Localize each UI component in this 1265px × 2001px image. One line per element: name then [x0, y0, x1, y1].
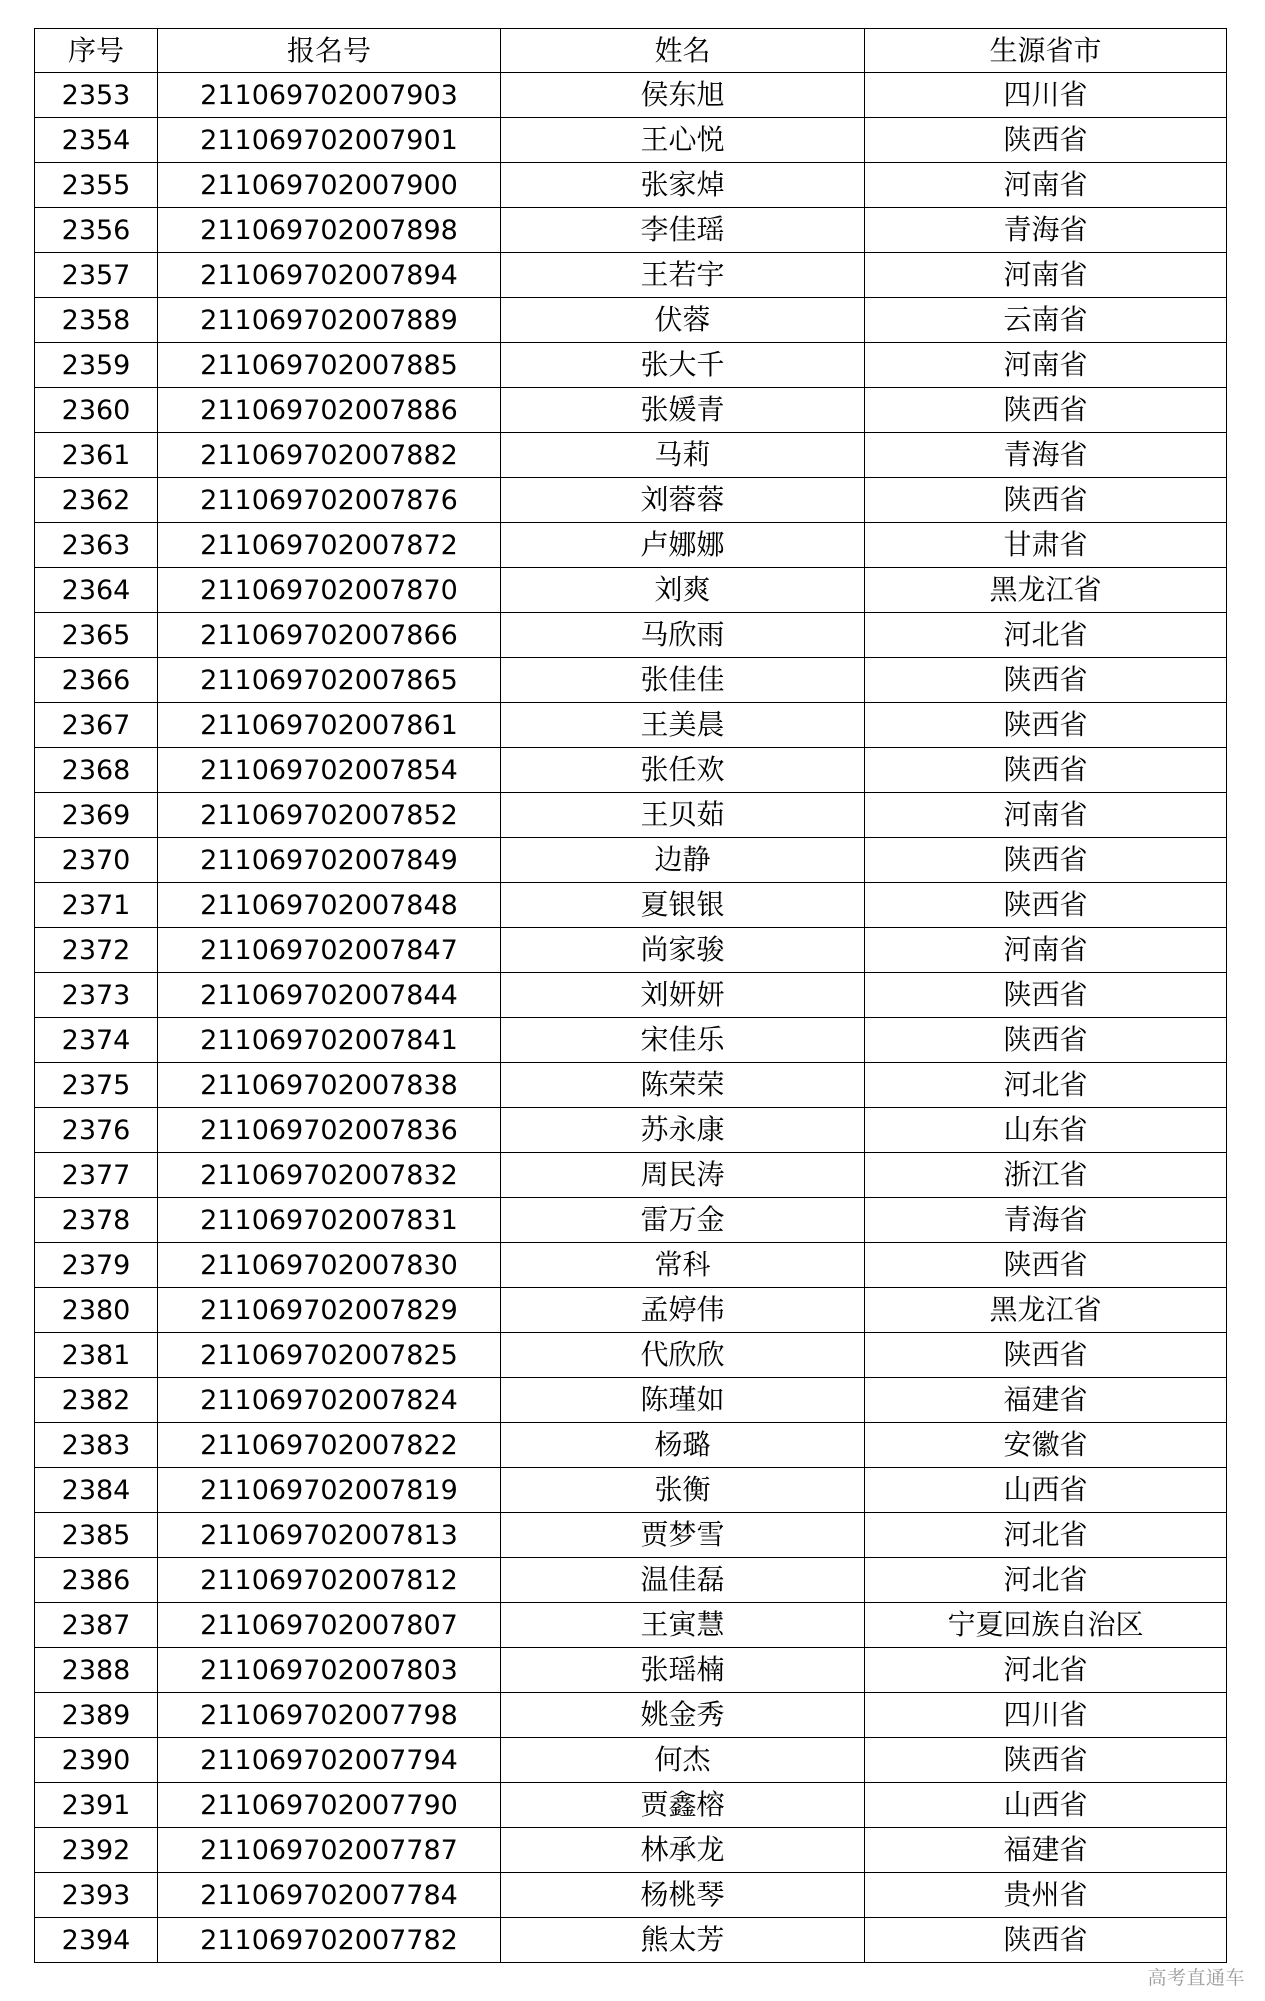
table-row: [35, 1423, 1227, 1468]
cell-origin-province: 四川省: [865, 73, 1227, 118]
cell-seq: 2372: [35, 928, 158, 973]
table-row: [35, 568, 1227, 613]
cell-origin-province: 浙江省: [865, 1153, 1227, 1198]
cell-name: 周民涛: [501, 1153, 865, 1198]
table-row: [35, 1333, 1227, 1378]
cell-seq: 2377: [35, 1153, 158, 1198]
cell-seq: 2381: [35, 1333, 158, 1378]
table-row: [35, 1018, 1227, 1063]
cell-origin-province: 陕西省: [865, 1018, 1227, 1063]
cell-name: 刘蓉蓉: [501, 478, 865, 523]
cell-name: 马莉: [501, 433, 865, 478]
cell-origin-province: 河北省: [865, 1063, 1227, 1108]
table-row: [35, 1468, 1227, 1513]
table-row: [35, 1648, 1227, 1693]
cell-origin-province: 河北省: [865, 613, 1227, 658]
cell-seq: 2391: [35, 1783, 158, 1828]
cell-seq: 2375: [35, 1063, 158, 1108]
cell-seq: 2361: [35, 433, 158, 478]
cell-origin-province: 河南省: [865, 793, 1227, 838]
cell-name: 宋佳乐: [501, 1018, 865, 1063]
table-row: [35, 973, 1227, 1018]
table-body: [35, 73, 1227, 1963]
cell-seq: 2357: [35, 253, 158, 298]
cell-origin-province: 福建省: [865, 1828, 1227, 1873]
cell-registration-number: 211069702007794: [158, 1738, 501, 1783]
cell-registration-number: 211069702007830: [158, 1243, 501, 1288]
cell-seq: 2394: [35, 1918, 158, 1963]
cell-name: 贾梦雪: [501, 1513, 865, 1558]
cell-origin-province: 黑龙江省: [865, 1288, 1227, 1333]
cell-name: 孟婷伟: [501, 1288, 865, 1333]
cell-registration-number: 211069702007870: [158, 568, 501, 613]
header-seq: 序号: [35, 29, 158, 73]
cell-origin-province: 陕西省: [865, 658, 1227, 703]
cell-registration-number: 211069702007836: [158, 1108, 501, 1153]
cell-seq: 2390: [35, 1738, 158, 1783]
table-row: [35, 1198, 1227, 1243]
cell-registration-number: 211069702007824: [158, 1378, 501, 1423]
cell-registration-number: 211069702007841: [158, 1018, 501, 1063]
cell-seq: 2373: [35, 973, 158, 1018]
cell-registration-number: 211069702007784: [158, 1873, 501, 1918]
cell-name: 林承龙: [501, 1828, 865, 1873]
cell-name: 王贝茹: [501, 793, 865, 838]
cell-registration-number: 211069702007852: [158, 793, 501, 838]
table-row: [35, 748, 1227, 793]
table-row: [35, 1783, 1227, 1828]
cell-seq: 2367: [35, 703, 158, 748]
table-row: [35, 73, 1227, 118]
table-row: [35, 433, 1227, 478]
cell-seq: 2370: [35, 838, 158, 883]
cell-name: 刘妍妍: [501, 973, 865, 1018]
cell-seq: 2380: [35, 1288, 158, 1333]
cell-registration-number: 211069702007838: [158, 1063, 501, 1108]
cell-origin-province: 河北省: [865, 1558, 1227, 1603]
cell-seq: 2369: [35, 793, 158, 838]
cell-name: 侯东旭: [501, 73, 865, 118]
cell-origin-province: 山西省: [865, 1468, 1227, 1513]
cell-registration-number: 211069702007790: [158, 1783, 501, 1828]
cell-seq: 2379: [35, 1243, 158, 1288]
cell-seq: 2386: [35, 1558, 158, 1603]
cell-name: 马欣雨: [501, 613, 865, 658]
cell-origin-province: 河北省: [865, 1513, 1227, 1558]
cell-origin-province: 河南省: [865, 928, 1227, 973]
table-row: [35, 343, 1227, 388]
cell-origin-province: 青海省: [865, 208, 1227, 253]
cell-registration-number: 211069702007832: [158, 1153, 501, 1198]
cell-origin-province: 宁夏回族自治区: [865, 1603, 1227, 1648]
cell-name: 贾鑫榕: [501, 1783, 865, 1828]
cell-seq: 2356: [35, 208, 158, 253]
cell-registration-number: 211069702007848: [158, 883, 501, 928]
admission-list-table: [34, 28, 1227, 1963]
cell-seq: 2389: [35, 1693, 158, 1738]
cell-name: 张大千: [501, 343, 865, 388]
cell-seq: 2362: [35, 478, 158, 523]
admission-list-sheet: [34, 28, 1226, 1963]
cell-registration-number: 211069702007882: [158, 433, 501, 478]
cell-seq: 2360: [35, 388, 158, 433]
cell-origin-province: 陕西省: [865, 388, 1227, 433]
cell-name: 刘爽: [501, 568, 865, 613]
cell-origin-province: 云南省: [865, 298, 1227, 343]
cell-origin-province: 陕西省: [865, 1333, 1227, 1378]
header-registration-number: 报名号: [158, 29, 501, 73]
cell-seq: 2385: [35, 1513, 158, 1558]
cell-registration-number: 211069702007787: [158, 1828, 501, 1873]
cell-name: 夏银银: [501, 883, 865, 928]
cell-seq: 2378: [35, 1198, 158, 1243]
cell-registration-number: 211069702007849: [158, 838, 501, 883]
header-row: [35, 29, 1227, 73]
cell-registration-number: 211069702007900: [158, 163, 501, 208]
cell-name: 张任欢: [501, 748, 865, 793]
table-row: [35, 1288, 1227, 1333]
cell-seq: 2376: [35, 1108, 158, 1153]
cell-name: 熊太芳: [501, 1918, 865, 1963]
cell-name: 何杰: [501, 1738, 865, 1783]
cell-seq: 2393: [35, 1873, 158, 1918]
table-row: [35, 1693, 1227, 1738]
cell-seq: 2358: [35, 298, 158, 343]
cell-origin-province: 陕西省: [865, 118, 1227, 163]
cell-origin-province: 陕西省: [865, 883, 1227, 928]
cell-seq: 2387: [35, 1603, 158, 1648]
table-row: [35, 1108, 1227, 1153]
cell-origin-province: 山西省: [865, 1783, 1227, 1828]
cell-registration-number: 211069702007819: [158, 1468, 501, 1513]
cell-registration-number: 211069702007861: [158, 703, 501, 748]
cell-name: 杨桃琴: [501, 1873, 865, 1918]
cell-name: 雷万金: [501, 1198, 865, 1243]
cell-seq: 2374: [35, 1018, 158, 1063]
cell-origin-province: 四川省: [865, 1693, 1227, 1738]
cell-seq: 2354: [35, 118, 158, 163]
cell-seq: 2384: [35, 1468, 158, 1513]
cell-seq: 2364: [35, 568, 158, 613]
cell-registration-number: 211069702007844: [158, 973, 501, 1018]
table-row: [35, 838, 1227, 883]
cell-name: 卢娜娜: [501, 523, 865, 568]
cell-origin-province: 贵州省: [865, 1873, 1227, 1918]
cell-name: 张佳佳: [501, 658, 865, 703]
cell-registration-number: 211069702007885: [158, 343, 501, 388]
cell-registration-number: 211069702007886: [158, 388, 501, 433]
cell-registration-number: 211069702007894: [158, 253, 501, 298]
cell-registration-number: 211069702007829: [158, 1288, 501, 1333]
cell-name: 陈荣荣: [501, 1063, 865, 1108]
table-row: [35, 1513, 1227, 1558]
cell-name: 杨璐: [501, 1423, 865, 1468]
cell-seq: 2392: [35, 1828, 158, 1873]
table-row: [35, 163, 1227, 208]
cell-name: 伏蓉: [501, 298, 865, 343]
cell-seq: 2382: [35, 1378, 158, 1423]
cell-origin-province: 陕西省: [865, 1918, 1227, 1963]
table-row: [35, 883, 1227, 928]
table-row: [35, 298, 1227, 343]
cell-name: 姚金秀: [501, 1693, 865, 1738]
table-row: [35, 1873, 1227, 1918]
table-row: [35, 1603, 1227, 1648]
cell-origin-province: 山东省: [865, 1108, 1227, 1153]
cell-origin-province: 陕西省: [865, 973, 1227, 1018]
cell-registration-number: 211069702007831: [158, 1198, 501, 1243]
table-row: [35, 208, 1227, 253]
table-row: [35, 793, 1227, 838]
table-row: [35, 1063, 1227, 1108]
cell-origin-province: 陕西省: [865, 703, 1227, 748]
cell-name: 苏永康: [501, 1108, 865, 1153]
cell-name: 王寅慧: [501, 1603, 865, 1648]
cell-seq: 2359: [35, 343, 158, 388]
cell-origin-province: 河南省: [865, 253, 1227, 298]
cell-name: 张媛青: [501, 388, 865, 433]
cell-name: 温佳磊: [501, 1558, 865, 1603]
cell-seq: 2355: [35, 163, 158, 208]
cell-name: 张瑶楠: [501, 1648, 865, 1693]
cell-registration-number: 211069702007825: [158, 1333, 501, 1378]
cell-registration-number: 211069702007889: [158, 298, 501, 343]
table-row: [35, 388, 1227, 433]
table-row: [35, 1738, 1227, 1783]
cell-name: 王美晨: [501, 703, 865, 748]
cell-origin-province: 陕西省: [865, 478, 1227, 523]
watermark-text: 高考直通车: [1147, 1967, 1245, 1989]
cell-registration-number: 211069702007865: [158, 658, 501, 703]
cell-seq: 2365: [35, 613, 158, 658]
table-row: [35, 1558, 1227, 1603]
cell-origin-province: 陕西省: [865, 748, 1227, 793]
cell-registration-number: 211069702007872: [158, 523, 501, 568]
cell-origin-province: 陕西省: [865, 1738, 1227, 1783]
cell-name: 尚家骏: [501, 928, 865, 973]
cell-registration-number: 211069702007803: [158, 1648, 501, 1693]
cell-origin-province: 甘肃省: [865, 523, 1227, 568]
cell-seq: 2366: [35, 658, 158, 703]
table-header: [35, 29, 1227, 73]
cell-name: 张家焯: [501, 163, 865, 208]
cell-origin-province: 河南省: [865, 343, 1227, 388]
cell-seq: 2353: [35, 73, 158, 118]
cell-seq: 2383: [35, 1423, 158, 1468]
table-row: [35, 478, 1227, 523]
cell-name: 边静: [501, 838, 865, 883]
table-row: [35, 703, 1227, 748]
cell-origin-province: 河北省: [865, 1648, 1227, 1693]
cell-name: 张衡: [501, 1468, 865, 1513]
table-row: [35, 613, 1227, 658]
cell-origin-province: 青海省: [865, 433, 1227, 478]
cell-origin-province: 安徽省: [865, 1423, 1227, 1468]
cell-registration-number: 211069702007807: [158, 1603, 501, 1648]
cell-origin-province: 黑龙江省: [865, 568, 1227, 613]
cell-origin-province: 陕西省: [865, 838, 1227, 883]
cell-registration-number: 211069702007813: [158, 1513, 501, 1558]
cell-registration-number: 211069702007876: [158, 478, 501, 523]
cell-registration-number: 211069702007847: [158, 928, 501, 973]
cell-registration-number: 211069702007812: [158, 1558, 501, 1603]
table-row: [35, 658, 1227, 703]
cell-name: 王若宇: [501, 253, 865, 298]
cell-origin-province: 福建省: [865, 1378, 1227, 1423]
cell-name: 王心悦: [501, 118, 865, 163]
cell-seq: 2363: [35, 523, 158, 568]
cell-seq: 2371: [35, 883, 158, 928]
cell-registration-number: 211069702007866: [158, 613, 501, 658]
table-row: [35, 1153, 1227, 1198]
cell-origin-province: 青海省: [865, 1198, 1227, 1243]
header-origin-province: 生源省市: [865, 29, 1227, 73]
cell-name: 代欣欣: [501, 1333, 865, 1378]
cell-name: 李佳瑶: [501, 208, 865, 253]
cell-name: 陈瑾如: [501, 1378, 865, 1423]
table-row: [35, 1828, 1227, 1873]
cell-seq: 2388: [35, 1648, 158, 1693]
cell-registration-number: 211069702007903: [158, 73, 501, 118]
table-row: [35, 1918, 1227, 1963]
header-name: 姓名: [501, 29, 865, 73]
cell-seq: 2368: [35, 748, 158, 793]
cell-registration-number: 211069702007854: [158, 748, 501, 793]
cell-registration-number: 211069702007822: [158, 1423, 501, 1468]
cell-name: 常科: [501, 1243, 865, 1288]
cell-origin-province: 陕西省: [865, 1243, 1227, 1288]
table-row: [35, 523, 1227, 568]
table-row: [35, 1243, 1227, 1288]
table-row: [35, 928, 1227, 973]
table-row: [35, 1378, 1227, 1423]
table-row: [35, 253, 1227, 298]
cell-registration-number: 211069702007901: [158, 118, 501, 163]
cell-registration-number: 211069702007898: [158, 208, 501, 253]
cell-origin-province: 河南省: [865, 163, 1227, 208]
cell-registration-number: 211069702007798: [158, 1693, 501, 1738]
table-row: [35, 118, 1227, 163]
cell-registration-number: 211069702007782: [158, 1918, 501, 1963]
